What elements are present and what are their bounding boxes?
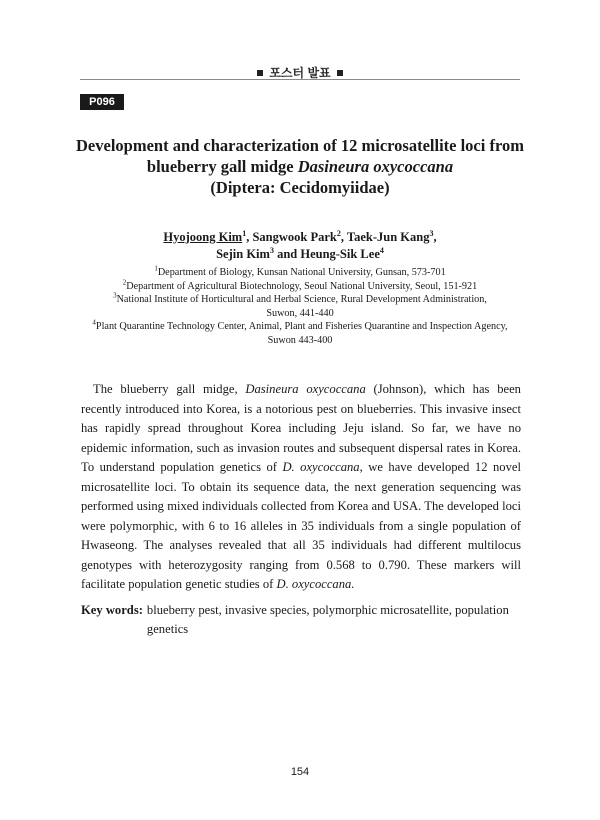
affiliation-4-cont: Suwon 443-400 [267, 334, 333, 346]
keywords [81, 601, 521, 639]
affiliation-text: Plant Quarantine Technology Center, Animal, Plant and Fisheries Quarantine and Inspection Agency, [95, 321, 508, 333]
author-sup: 2 [336, 228, 341, 238]
affiliation-text: Department of Biology, Kunsan National University, Gunsan, 573-701 [157, 267, 446, 278]
author-name: Sangwook Park [252, 230, 337, 244]
author-and: and [273, 246, 301, 261]
author-sep: , [340, 230, 347, 244]
affiliation-text: Department of Agricultural Biotechnology, Seoul National University, Seoul, 151-921 [126, 280, 478, 292]
section-header-label: 포스터 발표 [269, 66, 331, 80]
affiliation-2 [70, 280, 530, 294]
poster-id-badge: P096 [80, 94, 124, 110]
page-number: 154 [290, 766, 310, 778]
affiliation-sup: 4 [92, 318, 96, 327]
author-line-1 [80, 229, 520, 246]
author-list [80, 229, 520, 262]
title-line-3: (Diptera: Cecidomyiidae) [210, 178, 390, 197]
keywords-label: Key words: [81, 603, 143, 617]
author-sup: 3 [269, 245, 274, 255]
affiliation-3-cont: Suwon, 441-440 [266, 307, 334, 319]
title-species-name: Dasineura oxycoccana [297, 157, 454, 176]
affiliation-list [70, 266, 530, 348]
abstract-species: D. oxycoccana. [276, 577, 355, 591]
author-sup: 1 [242, 228, 247, 238]
title-line-2 [70, 156, 530, 177]
square-bullet-icon [337, 70, 343, 76]
header-rule [80, 79, 520, 80]
author-name: Sejin Kim [216, 246, 270, 261]
square-bullet-icon [257, 70, 263, 76]
author-name: Heung-Sik Lee [300, 246, 380, 261]
abstract-text: , we have developed 12 novel microsatellite loci. To obtain its sequence data, the next generation sequencing was performed using mixed individuals collected from Korea and USA. The developed loci were polymorphic, with 6 to 16 alleles in 35 individuals from a single population of Hwaseong. The analyses revealed that all 35 individuals had different multilocus genotypes with heterozygosity ranging from 0.568 to 0.790. These markers will facilitate population genetic studies of [81, 460, 521, 591]
author-name: Taek-Jun Kang [346, 230, 430, 244]
author-sup: 3 [429, 228, 434, 238]
affiliation-sup: 1 [154, 264, 158, 273]
title-line-2-text: blueberry gall midge [146, 157, 298, 176]
abstract-species: Dasineura oxycoccana [245, 382, 366, 396]
affiliation-sup: 2 [122, 278, 127, 287]
title-line-1: Development and characterization of 12 microsatellite loci from [76, 136, 524, 155]
affiliation-1 [70, 266, 530, 280]
abstract-paragraph [81, 380, 521, 595]
author-sup: 4 [379, 245, 384, 255]
keywords-text: blueberry pest, invasive species, polymorphic microsatellite, population genetics [146, 603, 509, 636]
abstract-text: (Johnson), which has been recently introduced into Korea, is a notorious pest on blueberries. This invasive insect has rapidly spread throughout Korea including Jeju island. So far, we have no epidemic information, such as invasion routes and subsequent dispersal rates in Korea. To understand population genetics of [81, 382, 521, 474]
affiliation-text: National Institute of Horticultural and Herbal Science, Rural Development Administration, [116, 294, 487, 306]
affiliation-3 [70, 293, 530, 307]
affiliation-sup: 3 [113, 291, 117, 300]
author-sep: , [433, 230, 437, 244]
author-presenting: Hyojoong Kim [163, 230, 243, 244]
affiliation-4 [70, 320, 530, 334]
abstract-species: D. oxycoccana [282, 460, 360, 474]
author-sep: , [246, 230, 253, 244]
author-line-2 [80, 246, 520, 263]
paper-title [70, 135, 530, 198]
abstract-text: The blueberry gall midge, [93, 382, 246, 396]
